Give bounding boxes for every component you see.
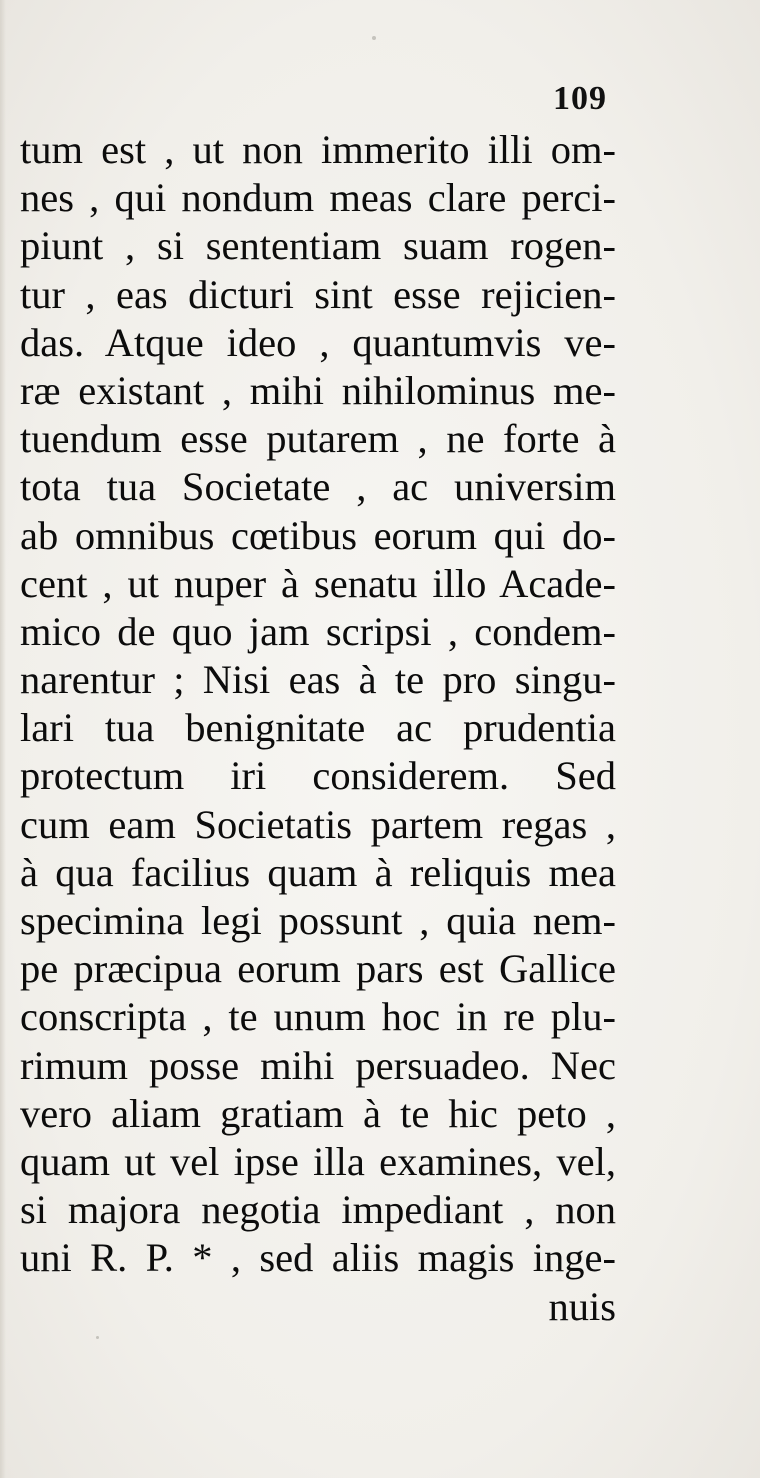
text-line: ræ existant , mihi nihilominus me- (20, 367, 616, 413)
text-line: pe præcipua eorum pars est Gallice (20, 946, 616, 992)
text-line: tota tua Societate , ac universim (20, 464, 616, 510)
paper-speck (96, 1336, 99, 1339)
text-line: narentur ; Nisi eas à te pro singu- (20, 657, 616, 703)
text-line: protectum iri considerem. Sed (20, 753, 616, 799)
text-line: das. Atque ideo , quantumvis ve- (20, 319, 616, 365)
text-line: nes , qui nondum meas clare perci- (20, 175, 616, 221)
page-edge-shadow (0, 0, 6, 1478)
paper-speck (372, 36, 376, 40)
text-line: tuendum esse putarem , ne forte à (20, 416, 616, 462)
text-line: mico de quo jam scripsi , condem- (20, 608, 616, 654)
text-line: rimum posse mihi persuadeo. Nec (20, 1042, 616, 1088)
text-line: conscripta , te unum hoc in re plu- (20, 994, 616, 1040)
text-line: à qua facilius quam à reliquis mea (20, 849, 616, 895)
text-line: specimina legi possunt , quia nem- (20, 898, 616, 943)
body-text (20, 126, 616, 1331)
text-line: tur , eas dicturi sint esse rejicien- (20, 271, 616, 317)
text-line: quam ut vel ipse illa examines, vel, (20, 1138, 616, 1184)
text-line: si majora negotia impediant , non (20, 1187, 616, 1233)
text-line: uni R. P. * , sed aliis magis inge- (20, 1235, 616, 1281)
text-line: ab omnibus cœtibus eorum qui do- (20, 512, 616, 558)
text-line: vero aliam gratiam à te hic peto , (20, 1090, 616, 1136)
text-line: tum est , ut non immerito illi om- (20, 127, 616, 172)
page-number: 109 (553, 80, 607, 117)
catchword: nuis (548, 1283, 616, 1329)
text-line: lari tua benignitate ac prudentia (20, 705, 616, 751)
text-line: cent , ut nuper à senatu illo Acade- (20, 560, 616, 606)
text-line: cum eam Societatis partem regas , (20, 801, 616, 847)
text-line: piunt , si sententiam suam rogen- (20, 223, 616, 269)
